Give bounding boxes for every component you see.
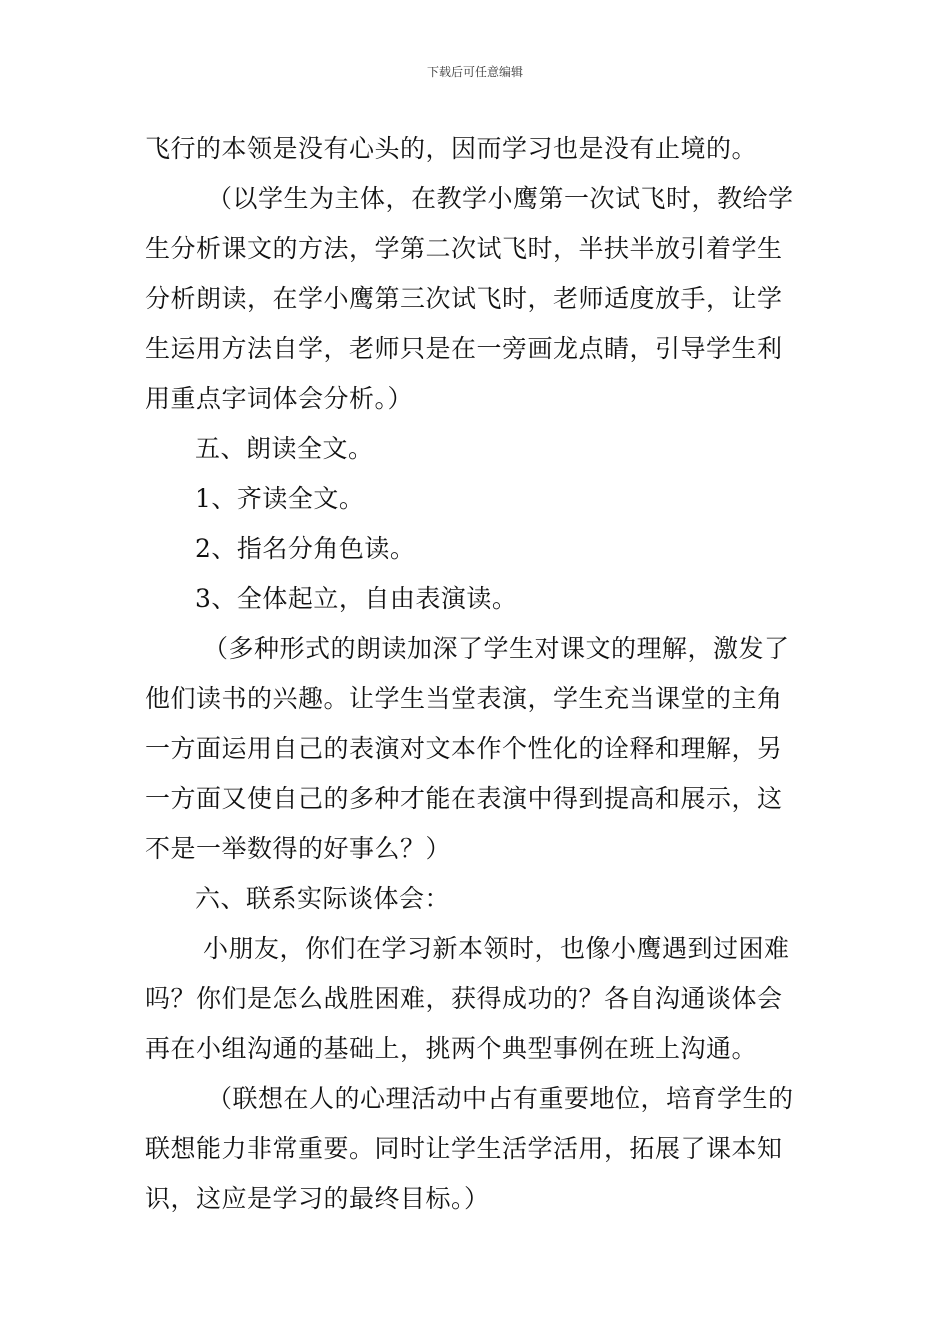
paragraph-line: 联想能力非常重要。同时让学生活学活用，拓展了课本知 xyxy=(145,1134,783,1163)
paragraph-line: （以学生为主体，在教学小鹰第一次试飞时，教给学 xyxy=(207,184,794,213)
paragraph-line: 一方面又使自己的多种才能在表演中得到提高和展示，这 xyxy=(145,784,783,813)
paragraph-line: 用重点字词体会分析。） xyxy=(145,384,414,413)
paragraph-line: （多种形式的朗读加深了学生对课文的理解，激发了 xyxy=(203,634,790,663)
page-header: 下载后可任意编辑 xyxy=(426,65,523,79)
paragraph-line: 小朋友，你们在学习新本领时，也像小鹰遇到过困难 xyxy=(203,934,790,963)
paragraph-line: （联想在人的心理活动中占有重要地位，培育学生的 xyxy=(207,1084,794,1113)
paragraph-line: 一方面运用自己的表演对文本作个性化的诠释和理解，另 xyxy=(145,734,783,763)
paragraph-line: 生分析课文的方法，学第二次试飞时，半扶半放引着学生 xyxy=(145,234,783,263)
paragraph-line: 飞行的本领是没有心头的，因而学习也是没有止境的。 xyxy=(145,134,758,163)
list-item: 2、指名分角色读。 xyxy=(195,534,416,563)
paragraph-line: 分析朗读，在学小鹰第三次试飞时，老师适度放手，让学 xyxy=(145,284,783,313)
paragraph-line: 不是一举数得的好事么？） xyxy=(145,834,452,863)
section-heading: 六、联系实际谈体会： xyxy=(195,884,451,913)
list-item: 3、全体起立，自由表演读。 xyxy=(195,584,518,613)
paragraph-line: 再在小组沟通的基础上，挑两个典型事例在班上沟通。 xyxy=(145,1034,758,1063)
section-heading: 五、朗读全文。 xyxy=(195,434,374,463)
paragraph-line: 识，这应是学习的最终目标。） xyxy=(145,1184,490,1213)
paragraph-line: 生运用方法自学，老师只是在一旁画龙点睛，引导学生利 xyxy=(145,334,783,363)
document-body xyxy=(145,124,805,1224)
paragraph-line: 他们读书的兴趣。让学生当堂表演，学生充当课堂的主角 xyxy=(145,684,783,713)
list-item: 1、齐读全文。 xyxy=(195,484,365,513)
paragraph-line: 吗？你们是怎么战胜困难，获得成功的？各自沟通谈体会 xyxy=(145,984,783,1013)
